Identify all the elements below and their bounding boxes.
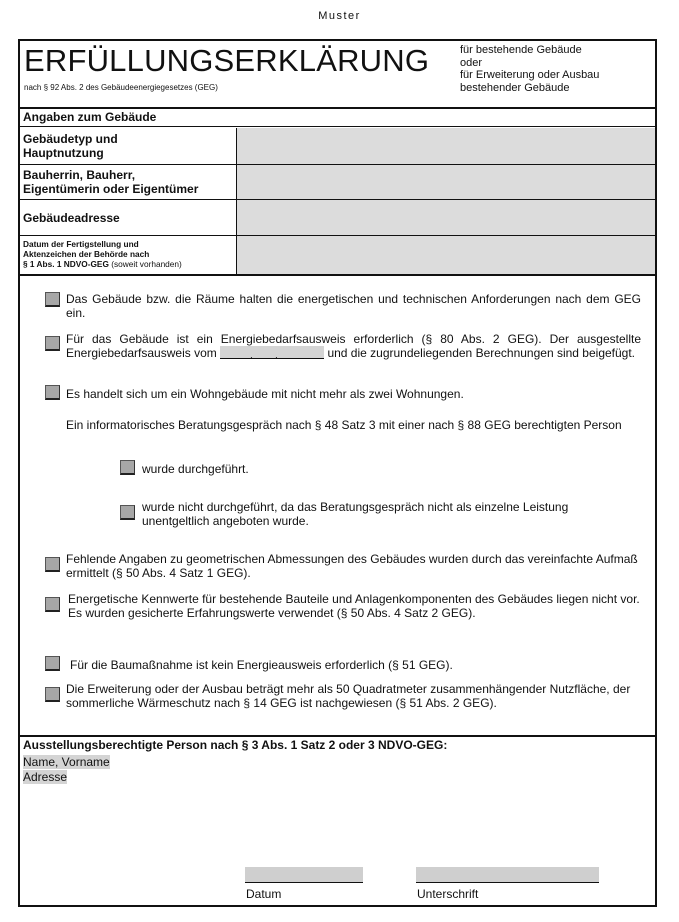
address-label bbox=[23, 211, 120, 225]
building-section-title: Angaben zum Gebäude bbox=[20, 107, 655, 127]
text-consultation-done: wurde durchgeführt. bbox=[142, 462, 249, 476]
checkbox-energy-demand-certificate[interactable] bbox=[45, 336, 60, 351]
label-line bbox=[23, 259, 182, 269]
issuer-section bbox=[20, 735, 655, 907]
label-line: Hauptnutzung bbox=[23, 146, 104, 160]
label-line: Gebäudetyp und bbox=[23, 132, 118, 146]
address-field[interactable] bbox=[236, 200, 655, 235]
date-separator: . bbox=[250, 350, 253, 360]
form-subtitle: nach § 92 Abs. 2 des Gebäudeenergiegesetzes (GEG) bbox=[24, 83, 218, 92]
completion-row bbox=[20, 236, 655, 274]
issuer-section-title: Ausstellungsberechtigte Person nach § 3 Abs. 1 Satz 2 oder 3 NDVO-GEG: bbox=[23, 738, 448, 752]
text-energy-demand-certificate bbox=[66, 332, 641, 360]
form-scope bbox=[460, 44, 599, 94]
issuer-address-field[interactable]: Adresse bbox=[23, 770, 68, 784]
checkbox-no-certificate-required[interactable] bbox=[45, 656, 60, 671]
date-separator: . bbox=[275, 350, 278, 360]
label-suffix: (soweit vorhanden) bbox=[108, 259, 182, 269]
scope-line: oder bbox=[460, 56, 483, 69]
owner-label bbox=[23, 168, 198, 196]
scope-line: für bestehende Gebäude bbox=[460, 44, 582, 56]
signature-field[interactable] bbox=[416, 867, 599, 883]
checkbox-extension-over-50sqm[interactable] bbox=[45, 687, 60, 702]
owner-row bbox=[20, 165, 655, 200]
date-field[interactable] bbox=[245, 867, 363, 883]
signature-label: Unterschrift bbox=[417, 887, 479, 901]
text-extension-over-50sqm: Die Erweiterung oder der Ausbau beträgt mehr als 50 Quadratmeter zusammenhängender Nutzfläche, der sommerliche Wärmeschutz nach § 14 GEG ist nachgewiesen (§ 51 Abs. 2 GEG). bbox=[66, 682, 631, 710]
checkbox-consultation-done[interactable] bbox=[120, 460, 135, 475]
text-part: und die zugrundeliegenden Berechnungen sind beigefügt. bbox=[327, 346, 636, 360]
label-line: Eigentümerin oder Eigentümer bbox=[23, 182, 199, 196]
text-no-certificate-required: Für die Baumaßnahme ist kein Energieausweis erforderlich (§ 51 GEG). bbox=[70, 658, 453, 672]
checkbox-consultation-not-done[interactable] bbox=[120, 505, 135, 520]
completion-label bbox=[23, 239, 182, 269]
issuer-name-field[interactable]: Name, Vorname bbox=[23, 755, 110, 769]
text-consultation-not-done: wurde nicht durchgeführt, da das Beratungsgespräch nicht als einzelne Leistung unentgeltlich angeboten wurde. bbox=[142, 500, 569, 528]
address-row bbox=[20, 200, 655, 236]
form-header bbox=[20, 41, 655, 109]
checkbox-max-two-apartments[interactable] bbox=[45, 385, 60, 400]
completion-field[interactable] bbox=[236, 236, 655, 274]
form-title: ERFÜLLUNGSERKLÄRUNG bbox=[24, 43, 430, 78]
label-line: Datum der Fertigstellung und bbox=[23, 239, 139, 249]
checkbox-requirements-met[interactable] bbox=[45, 292, 60, 307]
watermark-muster: Muster bbox=[318, 10, 361, 22]
scope-line: bestehender Gebäude bbox=[460, 81, 570, 94]
table-divider bbox=[20, 274, 655, 276]
text-requirements-met: Das Gebäude bzw. die Räume halten die energetischen und technischen Anforderungen nach dem GEG ein. bbox=[66, 292, 641, 320]
checkbox-simplified-measurement[interactable] bbox=[45, 557, 60, 572]
form-frame bbox=[18, 39, 657, 907]
text-part: Für das Gebäude ist ein Energiebedarfsausweis erforderlich (§ 80 Abs. 2 GEG). Der ausgestellte Energiebedarfsausweis vom bbox=[66, 332, 641, 360]
date-label: Datum bbox=[246, 887, 282, 901]
checkbox-empirical-values[interactable] bbox=[45, 597, 60, 612]
text-max-two-apartments: Es handelt sich um ein Wohngebäude mit nicht mehr als zwei Wohnungen. bbox=[66, 387, 464, 401]
building-type-row bbox=[20, 128, 655, 165]
text-simplified-measurement: Fehlende Angaben zu geometrischen Abmessungen des Gebäudes wurden durch das vereinfachte Aufmaß ermittelt (§ 50 Abs. 4 Satz 1 GEG). bbox=[66, 552, 638, 580]
building-type-label bbox=[23, 132, 118, 160]
label-text: § 1 Abs. 1 NDVO-GEG bbox=[23, 259, 109, 269]
building-type-field[interactable] bbox=[236, 128, 655, 164]
text-empirical-values: Energetische Kennwerte für bestehende Bauteile und Anlagenkomponenten des Gebäudes liegen nicht vor. Es wurden gesicherte Erfahrungswerte verwendet (§ 50 Abs. 4 Satz 2 GEG). bbox=[68, 592, 640, 620]
label-line: Bauherrin, Bauherr, bbox=[23, 168, 136, 182]
owner-field[interactable] bbox=[236, 165, 655, 199]
text-consultation-intro: Ein informatorisches Beratungsgespräch nach § 48 Satz 3 mit einer nach § 88 GEG berechtigten Person bbox=[66, 418, 622, 432]
label-line: Aktenzeichen der Behörde nach bbox=[23, 249, 150, 259]
scope-line: für Erweiterung oder Ausbau bbox=[460, 69, 600, 81]
certificate-date-field[interactable] bbox=[220, 346, 324, 359]
label-line: Gebäudeadresse bbox=[23, 211, 120, 225]
